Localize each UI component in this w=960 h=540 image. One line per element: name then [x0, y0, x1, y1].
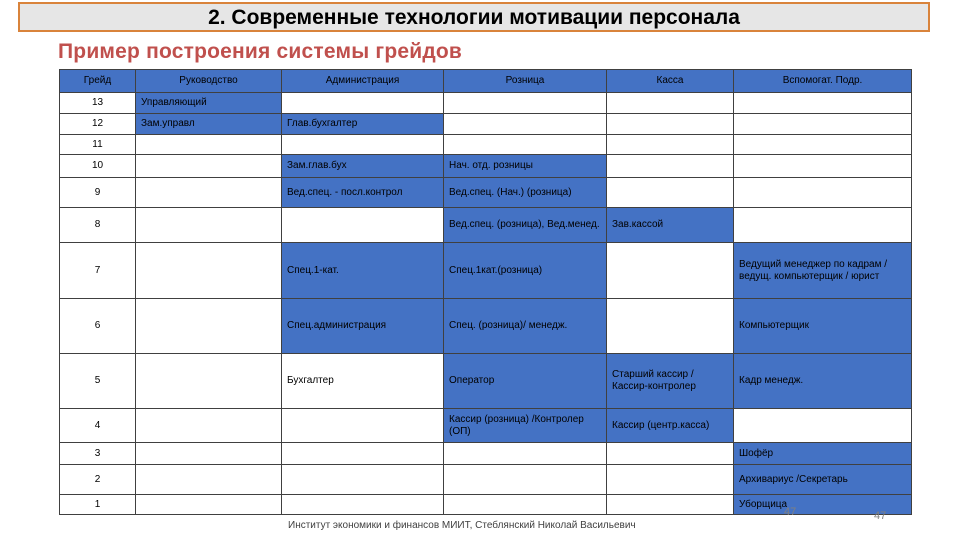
- column-header-cash-desk: Касса: [607, 70, 734, 93]
- table-cell: [282, 465, 444, 495]
- table-row: [60, 93, 912, 114]
- slide-subtitle: Пример построения системы грейдов: [58, 40, 463, 63]
- table-cell: Вед.спец. (розница), Вед.менед.: [444, 208, 607, 243]
- grade-cell: 5: [60, 354, 136, 409]
- table-cell: [444, 495, 607, 515]
- grade-cell: 10: [60, 155, 136, 178]
- table-row: [60, 299, 912, 354]
- table-row: [60, 178, 912, 208]
- table-cell: Зав.кассой: [607, 208, 734, 243]
- grade-table: [59, 69, 912, 515]
- grade-cell: 9: [60, 178, 136, 208]
- table-cell: [136, 409, 282, 443]
- table-row: [60, 465, 912, 495]
- table-cell: Кассир (центр.касса): [607, 409, 734, 443]
- grade-cell: 6: [60, 299, 136, 354]
- table-row: [60, 135, 912, 155]
- table-cell: [136, 299, 282, 354]
- table-cell: Нач. отд. розницы: [444, 155, 607, 178]
- column-header-administration: Администрация: [282, 70, 444, 93]
- table-cell: [734, 114, 912, 135]
- table-cell: Компьютерщик: [734, 299, 912, 354]
- column-header-grade: Грейд: [60, 70, 136, 93]
- table-cell: [136, 208, 282, 243]
- table-row: [60, 208, 912, 243]
- table-cell: [607, 495, 734, 515]
- table-cell: Вед.спец. (Нач.) (розница): [444, 178, 607, 208]
- grade-cell: 2: [60, 465, 136, 495]
- grade-cell: 3: [60, 443, 136, 465]
- table-cell: Спец.1-кат.: [282, 243, 444, 299]
- table-row: [60, 443, 912, 465]
- table-cell: [444, 135, 607, 155]
- slide-title-bar: [18, 2, 930, 32]
- table-cell: [444, 114, 607, 135]
- table-cell: Уборщица: [734, 495, 912, 515]
- table-cell: [734, 155, 912, 178]
- grade-cell: 4: [60, 409, 136, 443]
- table-cell: Шофёр: [734, 443, 912, 465]
- table-cell: [136, 354, 282, 409]
- table-row: [60, 243, 912, 299]
- table-cell: [136, 178, 282, 208]
- grade-cell: 7: [60, 243, 136, 299]
- column-header-support: Вспомогат. Подр.: [734, 70, 912, 93]
- table-cell: [282, 208, 444, 243]
- table-cell: [734, 178, 912, 208]
- table-cell: [444, 443, 607, 465]
- table-cell: Управляющий: [136, 93, 282, 114]
- table-cell: [136, 443, 282, 465]
- table-cell: Зам.управл: [136, 114, 282, 135]
- table-cell: [444, 93, 607, 114]
- table-cell: [607, 155, 734, 178]
- table-cell: [607, 443, 734, 465]
- slide-title: 2. Современные технологии мотивации персонала: [208, 6, 740, 29]
- table-cell: Ведущий менеджер по кадрам / ведущ. компьютерщик / юрист: [734, 243, 912, 299]
- column-header-retail: Розница: [444, 70, 607, 93]
- table-cell: Спец.1кат.(розница): [444, 243, 607, 299]
- table-row: [60, 155, 912, 178]
- table-cell: [282, 135, 444, 155]
- table-cell: [734, 208, 912, 243]
- grade-cell: 1: [60, 495, 136, 515]
- table-cell: [282, 443, 444, 465]
- table-cell: Глав.бухгалтер: [282, 114, 444, 135]
- table-cell: Кадр менедж.: [734, 354, 912, 409]
- table-row: [60, 354, 912, 409]
- column-header-management: Руководство: [136, 70, 282, 93]
- footer-author: Институт экономики и финансов МИИТ, Стеблянский Николай Васильевич: [288, 520, 636, 531]
- grade-cell: 12: [60, 114, 136, 135]
- table-cell: [444, 465, 607, 495]
- table-cell: Архивариус /Секретарь: [734, 465, 912, 495]
- grade-cell: 8: [60, 208, 136, 243]
- table-cell: [607, 93, 734, 114]
- table-cell: [607, 178, 734, 208]
- table-cell: [734, 135, 912, 155]
- table-cell: [607, 114, 734, 135]
- table-cell: [607, 299, 734, 354]
- table-header-row: [60, 70, 912, 93]
- table-cell: [282, 495, 444, 515]
- table-row: [60, 114, 912, 135]
- table-cell: [136, 155, 282, 178]
- table-cell: [734, 93, 912, 114]
- table-cell: Вед.спец. - посл.контрол: [282, 178, 444, 208]
- table-cell: [607, 465, 734, 495]
- table-cell: Зам.глав.бух: [282, 155, 444, 178]
- table-cell: [734, 409, 912, 443]
- table-cell: Спец. (розница)/ менедж.: [444, 299, 607, 354]
- table-cell: Кассир (розница) /Контролер (ОП): [444, 409, 607, 443]
- table-cell: [136, 465, 282, 495]
- table-cell: Оператор: [444, 354, 607, 409]
- table-cell: [282, 409, 444, 443]
- table-cell: Бухгалтер: [282, 354, 444, 409]
- table-cell: [607, 135, 734, 155]
- table-cell: [282, 93, 444, 114]
- table-cell: [607, 243, 734, 299]
- grade-cell: 11: [60, 135, 136, 155]
- slide-number: 47: [874, 510, 887, 522]
- table-cell: Старший кассир / Кассир-контролер: [607, 354, 734, 409]
- table-cell: [136, 495, 282, 515]
- table-cell: [136, 135, 282, 155]
- grade-cell: 13: [60, 93, 136, 114]
- table-cell: Спец.администрация: [282, 299, 444, 354]
- page-number: 47: [784, 506, 797, 518]
- table-row: [60, 409, 912, 443]
- table-cell: [136, 243, 282, 299]
